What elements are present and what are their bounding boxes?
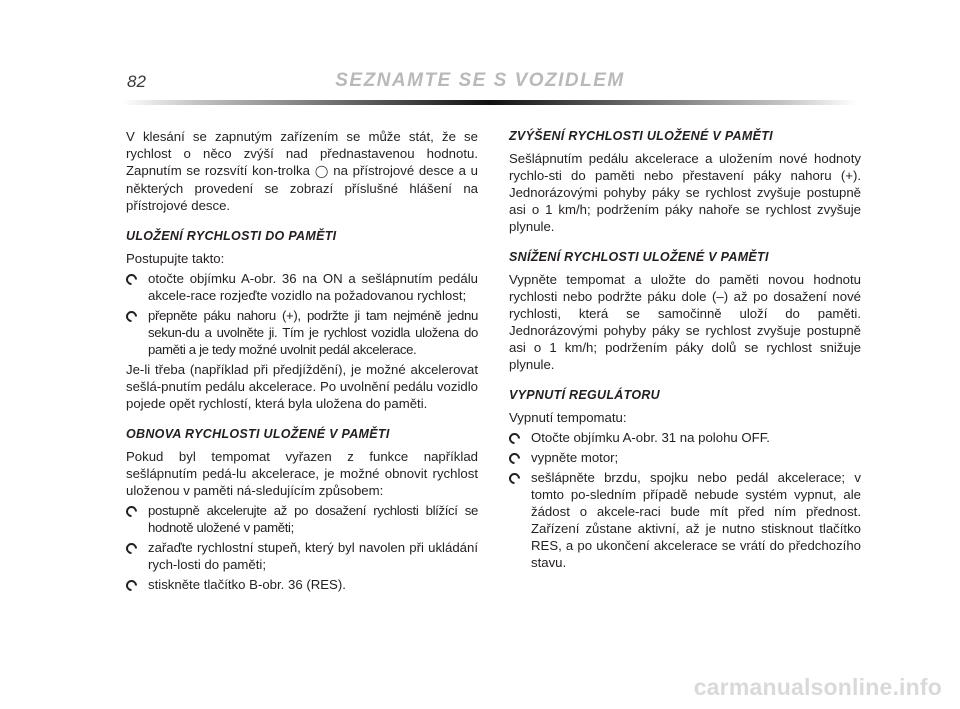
heading-resume-speed: OBNOVA RYCHLOSTI ULOŽENÉ V PAMĚTI — [126, 427, 390, 441]
list-item: přepněte páku nahoru (+), podržte ji tam nejméně jednu sekun-du a uvolněte ji. Tím je rychlost vozidla uložena do paměti a je tedy možné uvolnit pedál akcelerace. — [126, 307, 478, 358]
list-item: sešlápněte brzdu, spojku nebo pedál akcelerace; v tomto po-sledním případě nebude systém vypnut, ale žádost o akcele-raci bude mít před ním přednost. Zařízení zůstane aktivní, až je nutno stisknout tlačítko RES, a po ukončení akcelerace se vrátí do předchozího stavu. — [509, 469, 861, 571]
decrease-speed-body: Vypněte tempomat a uložte do paměti novou hodnotu rychlosti nebo podržte páku dole (–) až po dosažení nové rychlosti, která se samočinně uloží do paměti. Jednorázovými pohyby páky se rychlost zvyšuje postupně asi o 1 km/h; podržením páky dolů se rychlost snižuje plynule. — [509, 272, 861, 372]
cruise-control-warning-icon: ◯ — [314, 164, 329, 178]
header-divider — [122, 100, 857, 105]
list-item: zařaďte rychlostní stupeň, který byl navolen při ukládání rych-losti do paměti; — [126, 539, 478, 573]
heading-save-speed: ULOŽENÍ RYCHLOSTI DO PAMĚTI — [126, 229, 337, 243]
bullet-icon — [124, 272, 140, 288]
watermark: carmanualsonline.info — [693, 674, 942, 700]
bullet-icon — [507, 451, 523, 467]
bullet-icon — [124, 541, 140, 557]
save-speed-list — [126, 270, 478, 358]
section-title: SEZNAMTE SE S VOZIDLEM — [335, 70, 625, 91]
bullet-icon — [124, 309, 140, 325]
bullet-icon — [124, 504, 140, 520]
switch-off-list — [509, 429, 861, 571]
save-speed-tail: Je-li třeba (například při předjíždění), je možné akcelerovat sešlá-pnutím pedálu akcelerace. Po uvolnění pedálu vozidlo pojede opět rychlostí, která byla uložena do paměti. — [126, 362, 478, 411]
increase-speed-body: Sešlápnutím pedálu akcelerace a uložením nové hodnoty rychlo-sti do paměti nebo přestavení páky nahoru (+). Jednorázovými pohyby páky se rychlost zvyšuje postupně asi o 1 km/h; podržením páky nahoře se rychlost zvyšuje plynule. — [509, 151, 861, 234]
resume-speed-lead: Pokud byl tempomat vyřazen z funkce například sešlápnutím pedá-lu akcelerace, je možné obnovit rychlost uloženou v paměti ná-sledujícím způsobem: — [126, 449, 478, 498]
list-item: Otočte objímku A-obr. 31 na polohu OFF. — [509, 429, 861, 446]
bullet-icon — [507, 431, 523, 447]
right-column — [509, 128, 861, 574]
page-header — [0, 0, 960, 110]
list-item: vypněte motor; — [509, 449, 861, 466]
resume-speed-list — [126, 502, 478, 593]
save-speed-lead: Postupujte takto: — [126, 251, 225, 266]
switch-off-lead: Vypnutí tempomatu: — [509, 410, 627, 425]
intro-paragraph — [126, 128, 478, 214]
left-column — [126, 128, 478, 596]
intro-text-a: V klesání se zapnutým zařízením se může stát, že se rychlost o něco zvýší nad přednastavenou hodnotu. Zapnutím se rozsvítí kon-trolka — [126, 129, 478, 178]
page-number: 82 — [127, 72, 146, 91]
heading-decrease-speed: SNÍŽENÍ RYCHLOSTI ULOŽENÉ V PAMĚTI — [509, 250, 769, 264]
bullet-icon — [507, 471, 523, 487]
bullet-icon — [124, 578, 140, 594]
list-item: otočte objímku A-obr. 36 na ON a sešlápnutím pedálu akcele-race rozjeďte vozidlo na požadovanou rychlost; — [126, 270, 478, 304]
list-item: postupně akcelerujte až po dosažení rychlosti blížící se hodnotě uložené v paměti; — [126, 502, 478, 536]
intro-text-b: na přístrojové desce a u některých provedení se zobrazí příslušné hlášení na přístrojové desce. — [126, 163, 478, 213]
list-item: stiskněte tlačítko B-obr. 36 (RES). — [126, 576, 478, 593]
heading-increase-speed: ZVÝŠENÍ RYCHLOSTI ULOŽENÉ V PAMĚTI — [509, 129, 773, 143]
heading-switch-off: VYPNUTÍ REGULÁTORU — [509, 388, 661, 402]
